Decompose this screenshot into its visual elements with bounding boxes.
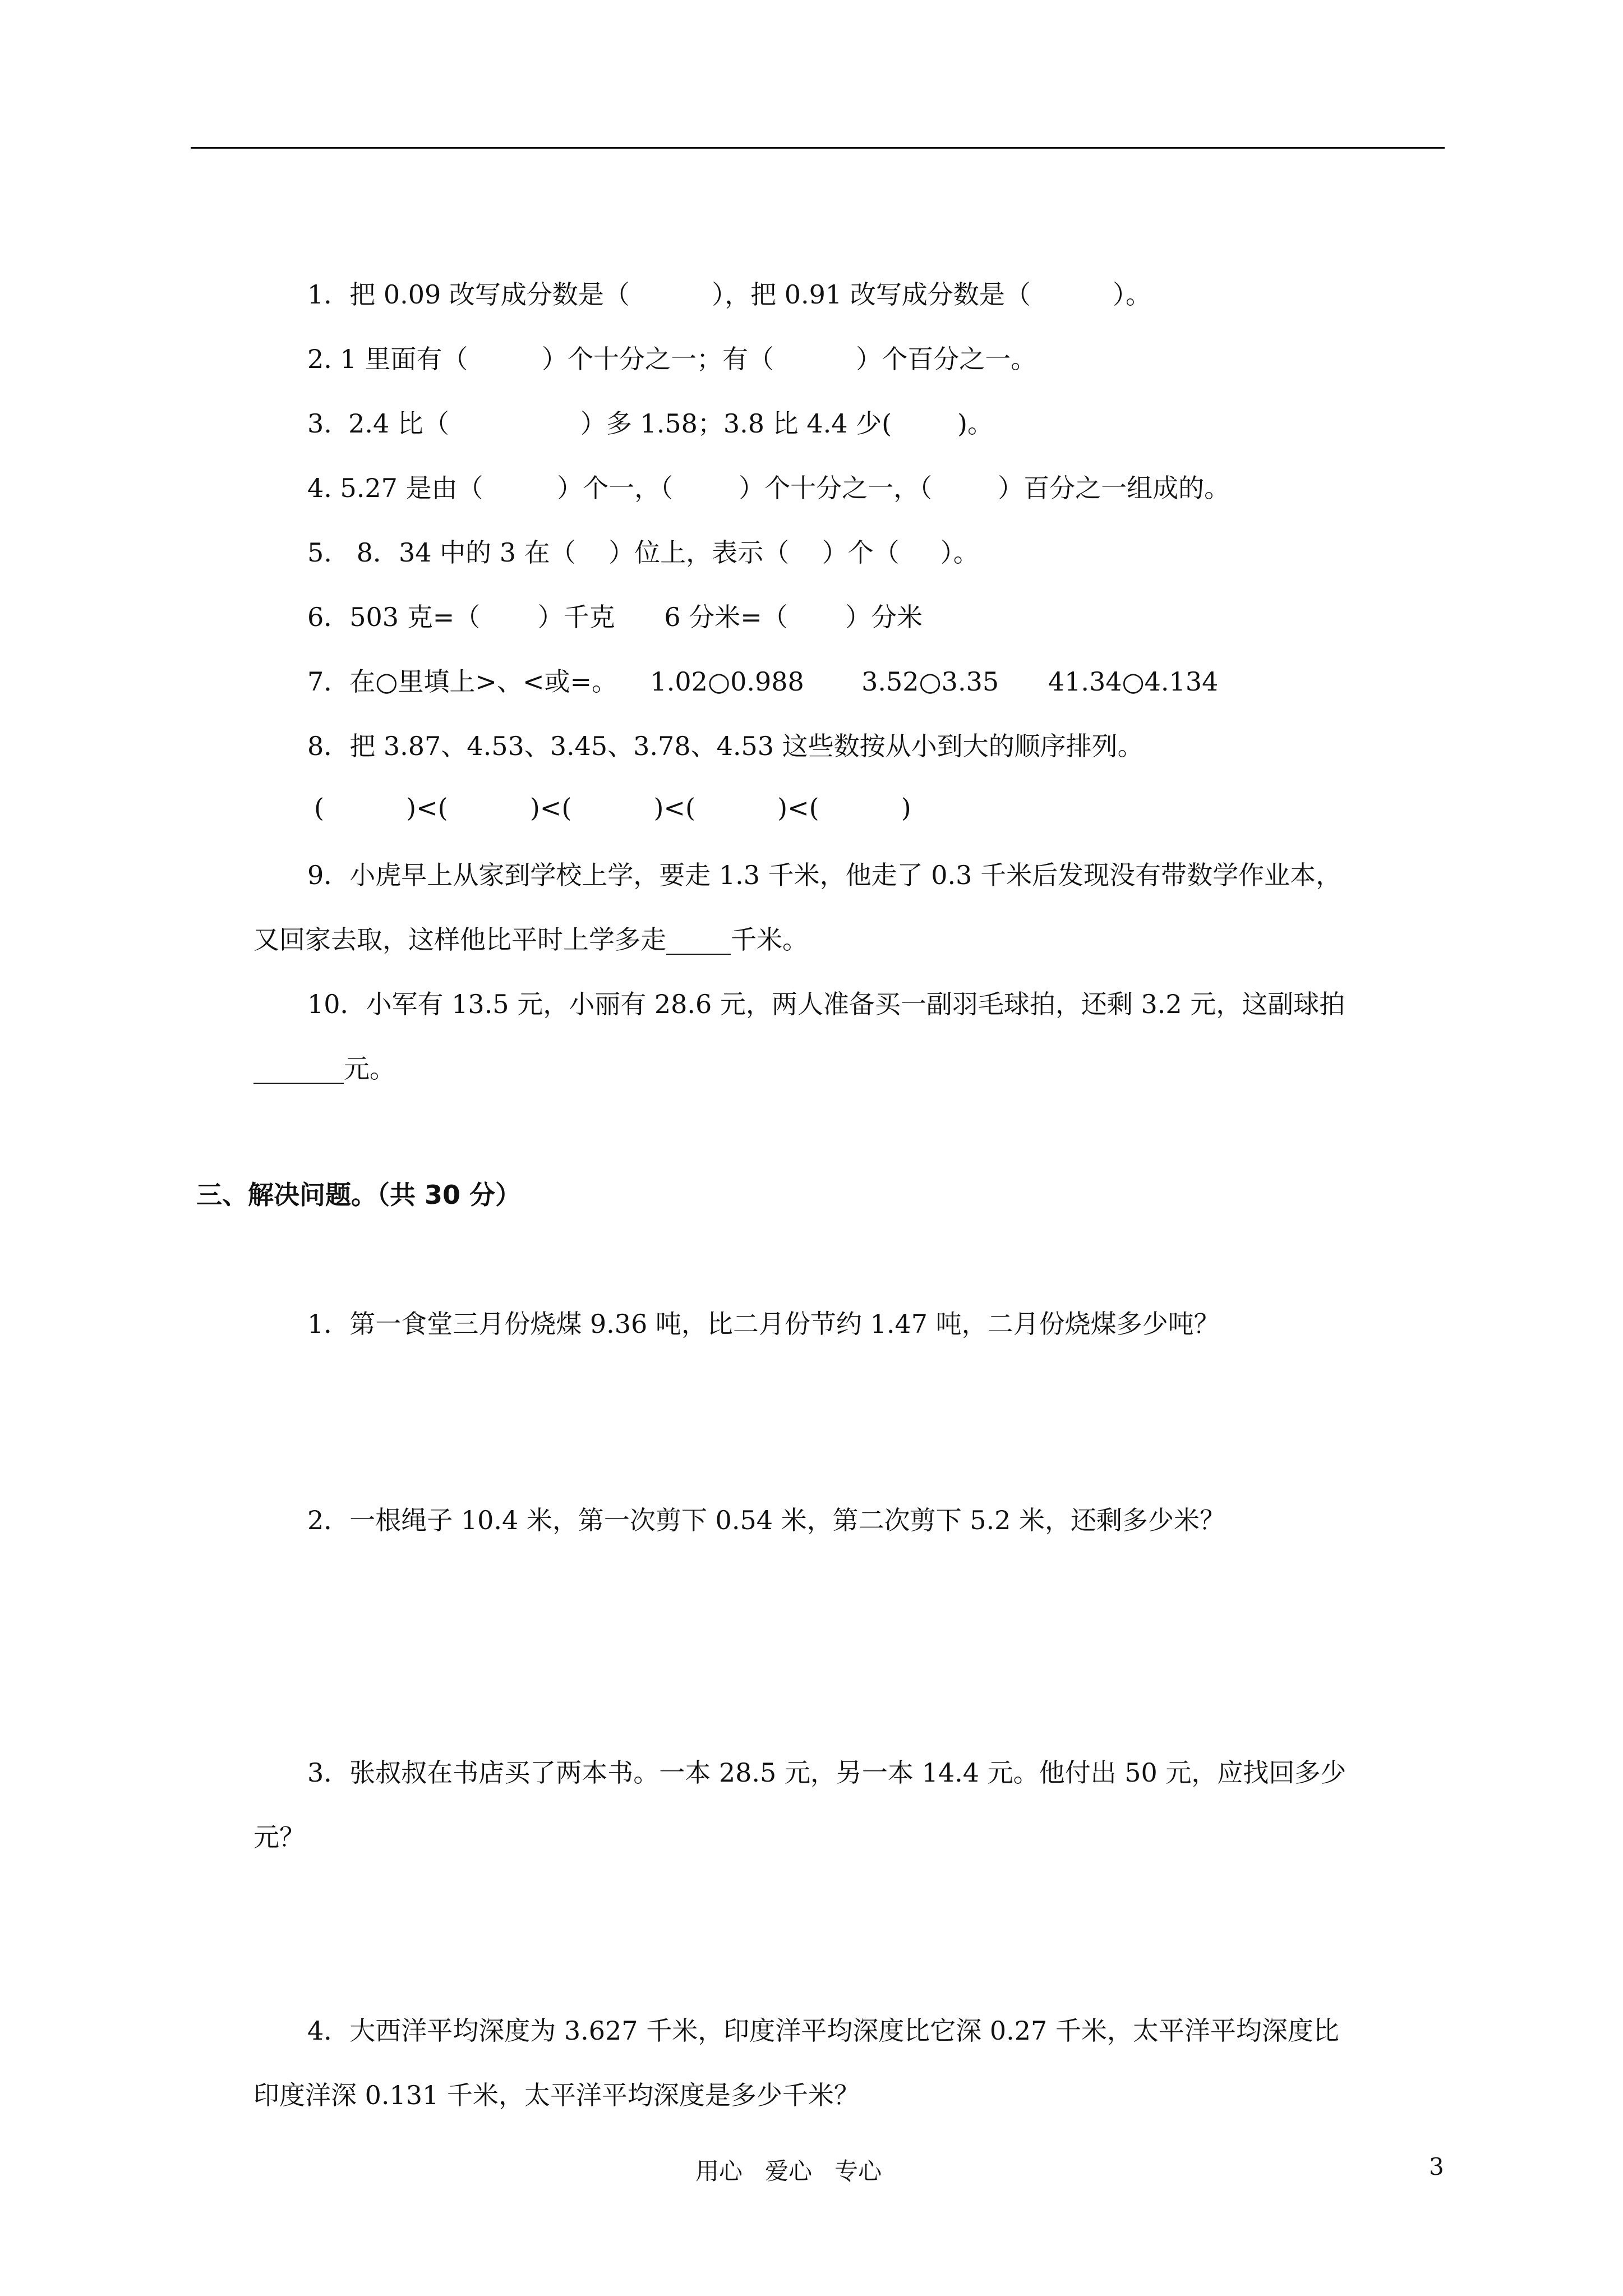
footer-motto: 用心 爱心 专心 xyxy=(695,2157,882,2185)
fill-in-question-3: 3. 2.4 比（ ）多 1.58；3.8 比 4.4 少( )。 xyxy=(307,408,993,439)
fill-in-question-10: 10．小军有 13.5 元，小丽有 28.6 元，两人准备买一副羽毛球拍，还剩 3.2 元，这副球拍 xyxy=(307,989,1345,1019)
fill-in-question-9: 9．小虎早上从家到学校上学，要走 1.3 千米，他走了 0.3 千米后发现没有带数学作业本， xyxy=(307,860,1342,890)
word-problem-1: 1．第一食堂三月份烧煤 9.36 吨，比二月份节约 1.47 吨，二月份烧煤多少吨？ xyxy=(307,1309,1220,1339)
fill-in-question-2: 2. 1 里面有（ ）个十分之一；有（ ）个百分之一。 xyxy=(307,344,1037,374)
fill-in-question-5: 5. 8．34 中的 3 在（ ）位上，表示（ ）个（ ）。 xyxy=(307,537,979,568)
fill-in-question-4: 4. 5.27 是由（ ）个一，（ ）个十分之一，（ ）百分之一组成的。 xyxy=(307,473,1230,503)
fill-in-question-7: 7．在○里填上>、<或=。 1.02○0.988 3.52○3.35 41.34○4.134 xyxy=(307,666,1219,697)
word-problem-2: 2．一根绳子 10.4 米，第一次剪下 0.54 米，第二次剪下 5.2 米，还剩多少米？ xyxy=(307,1505,1225,1535)
header-rule xyxy=(191,147,1445,149)
fill-in-question-1: 1．把 0.09 改写成分数是（ ），把 0.91 改写成分数是（ ）。 xyxy=(307,279,1152,310)
section-title: 三、解决问题。（共 30 分） xyxy=(196,1180,522,1210)
fill-in-question-6: 6．503 克=（ ）千克 6 分米=（ ）分米 xyxy=(307,602,923,632)
word-problem-3-continued: 元？ xyxy=(253,1822,305,1852)
fill-in-question-9-continued: 又回家去取，这样他比平时上学多走_____千米。 xyxy=(253,924,808,955)
fill-in-question-8: 8．把 3.87、4.53、3.45、3.78、4.53 这些数按从小到大的顺序排列。 xyxy=(307,731,1144,761)
fill-in-question-10-continued: _______元。 xyxy=(253,1053,395,1084)
word-problem-3: 3．张叔叔在书店买了两本书。一本 28.5 元，另一本 14.4 元。他付出 50 元，应找回多少 xyxy=(307,1757,1347,1788)
word-problem-4-continued: 印度洋深 0.131 千米，太平洋平均深度是多少千米？ xyxy=(253,2080,860,2110)
word-problem-4: 4．大西洋平均深度为 3.627 千米，印度洋平均深度比它深 0.27 千米，太平洋平均深度比 xyxy=(307,2016,1339,2046)
ordering-blanks: ( )<( )<( )<( )<( ) xyxy=(314,793,911,823)
page-number: 3 xyxy=(1429,2153,1444,2180)
